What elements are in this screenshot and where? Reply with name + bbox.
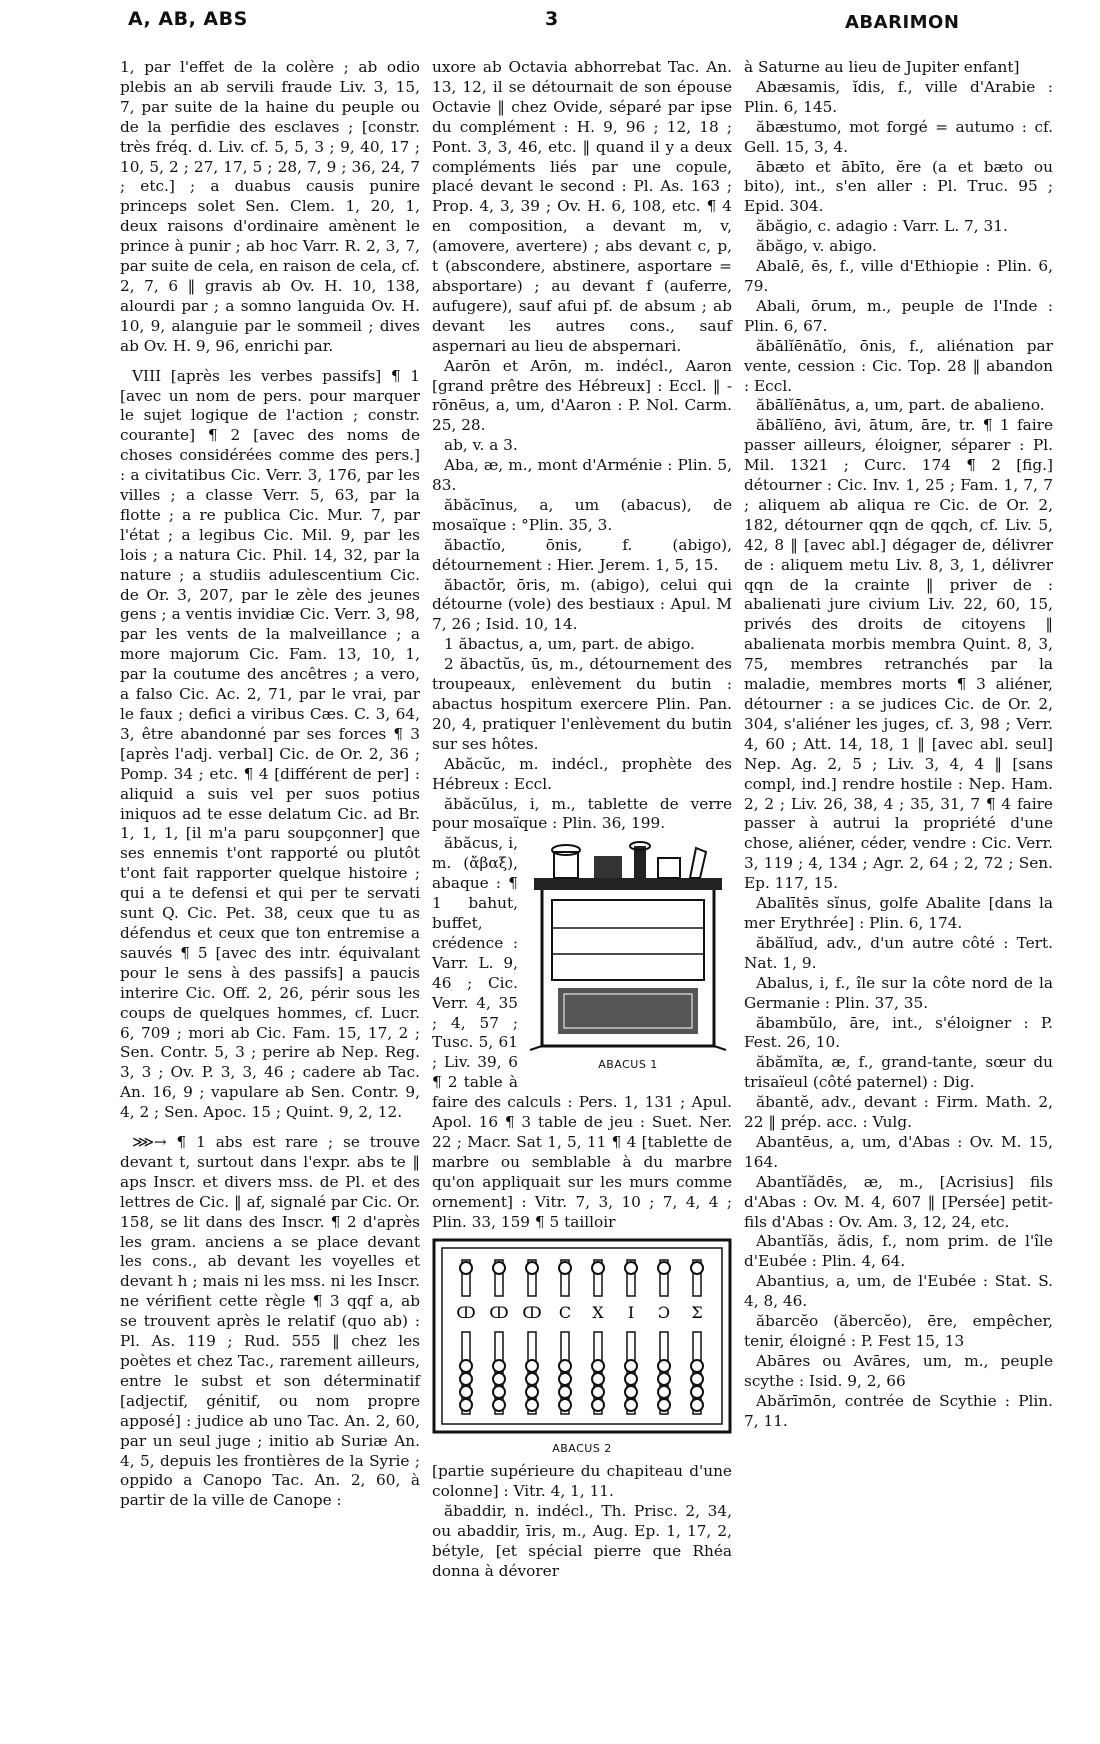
dictionary-entry: ăbălĭud, adv., d'un autre côté : Tert. Nat. 1, 9.	[744, 933, 1053, 972]
abacus-bead	[559, 1386, 571, 1398]
figure-caption: ABACUS 2	[552, 1442, 612, 1456]
dictionary-entry: ăbālĭēno, āvi, ātum, āre, tr. ¶ 1 faire passer ailleurs, éloigner, séparer : Pl. Mil. 1321 ; Curc. 174 ¶ 2 [fig.] détourner : Cic. Inv. 1, 25 ; Fam. 1, 7, 7 ; aliquem ab aliqua re Cic. de Or. 2, 182, détourner qqn de qqch, cf. Liv. 5, 42, 8 ‖ [avec abl.] dégager de, délivrer de : aliquem metu Liv. 8, 3, 1, délivrer qqn de la crainte ‖ priver de : abalienati jure civium Liv. 22, 60, 15, privés des droits de citoyens ‖ abalienata morbis membra Quint. 8, 3, 75, membres retranchés par la maladie, membres morts ¶ 3 aliéner, détourner : a se judices Cic. de Or. 2, 304, s'aliéner les juges, cf. 3, 98 ; Verr. 4, 60 ; Att. 14, 18, 1 ‖ [avec abl. seul] Nep. Ag. 2, 5 ; Liv. 3, 4, 4 ‖ [sans compl, ind.] rendre hostile : Nep. Ham. 2, 2 ; Liv. 26, 38, 4 ; 35, 31, 7 ¶ 4 faire passer à autrui la propriété d'une chose, aliéner, céder, vendre : Cic. Verr. 3, 119 ; 4, 134 ; Agr. 2, 64 ; 2, 72 ; Sen. Ep. 117, 15.	[744, 416, 1053, 893]
dictionary-entry: ăbantĕ, adv., devant : Firm. Math. 2, 22 ‖ prép. acc. : Vulg.	[744, 1093, 1053, 1132]
figure-caption: ABACUS 1	[598, 1058, 658, 1072]
entry-paragraph: uxore ab Octavia abhorrebat Tac. An. 13, 12, il se détournait de son épouse Octavie ‖ chez Ovide, séparé par ipse du complément : H. 9, 96 ; 12, 18 ; Pont. 3, 3, 46, etc. ‖ quand il y a deux compléments liés par une copule, placé devant le second : Pl. As. 163 ; Prop. 4, 3, 39 ; Ov. H. 6, 108, etc. ¶ 4 en composition, a devant m, v, (amovere, avertere) ; abs devant c, p, t (abscondere, abstinere, asportare = absportare) ; au devant f (auferre, aufugere), sauf afui pf. de absum ; ab devant les autres cons., sauf aspernari au lieu de abspernari.	[432, 58, 732, 355]
abacus-bead	[592, 1360, 604, 1372]
page-number: 3	[545, 8, 559, 30]
abacus-bead	[460, 1360, 472, 1372]
abacus-bead	[559, 1360, 571, 1372]
dictionary-entry: ăbăcŭlus, i, m., tablette de verre pour mosaïque : Plin. 36, 199.	[432, 794, 732, 833]
entry-paragraph: 1, par l'effet de la colère ; ab odio plebis an ab servili fraude Liv. 3, 15, 7, par suite de la haine du peuple ou de la perfidie des esclaves ; [constr. très fréq. d. Liv. cf. 5, 5, 3 ; 9, 40, 17 ; 10, 5, 2 ; 27, 17, 5 ; 28, 7, 9 ; 36, 24, 7 ; etc.] ; a duabus causis punire princeps solet Sen. Clem. 1, 20, 1, deux raisons d'ordinaire amènent le prince à punir ; ab hoc Varr. R. 2, 3, 7, par suite de cela, en raison de cela, cf. 2, 7, 6 ‖ gravis ab Ov. H. 10, 138, alourdi par ; a somno languida Ov. H. 10, 9, alanguie par le sommeil ; dives ab Ov. H. 9, 96, enrichi par.	[120, 58, 420, 355]
dictionary-entry: ăbăcus, i, m. (ἄβαξ), abaque : ¶ 1 bahut, buffet, crédence : Varr. L. 9, 46 ; Cic. Verr. 4, 35 ; 4, 57 ; Tusc. 5, 61 ; Liv. 39, 6 ¶ 2 table à faire des calculs : Pers. 1, 131 ; Apul. Apol. 16 ¶ 3 table de jeu : Suet. Ner. 22 ; Macr. Sat 1, 5, 11 ¶ 4 [tablette de marbre ou semblable à du marbre qu'on appliquait sur les murs comme ornement] : Vitr. 7, 3, 10 ; 7, 4, 4 ; Plin. 33, 159 ¶ 5 tailloir	[432, 834, 732, 1231]
abacus-symbol: ↀ	[489, 1303, 509, 1323]
abacus-bead	[658, 1386, 670, 1398]
dictionary-entry: ăbambŭlo, āre, int., s'éloigner : P. Fest. 26, 10.	[744, 1013, 1053, 1052]
abacus-bead	[526, 1373, 538, 1385]
dictionary-entry: ăbăgo, v. abigo.	[756, 237, 877, 256]
dictionary-entry: ăbămĭta, æ, f., grand-tante, sœur du trisaïeul (côté paternel) : Dig.	[744, 1053, 1053, 1092]
dictionary-entry: ab, v. a 3.	[444, 436, 518, 455]
dictionary-entry: ăbăgio, c. adagio : Varr. L. 7, 31.	[756, 217, 1008, 236]
abacus-bead	[526, 1399, 538, 1411]
figure-abacus-2	[432, 1238, 732, 1456]
abacus-bead	[493, 1360, 505, 1372]
dictionary-entry: 1 ăbactus, a, um, part. de abigo.	[444, 635, 695, 654]
dictionary-entry: Aarōn et Arōn, m. indécl., Aaron [grand prêtre des Hébreux] : Eccl. ‖ -rōnēus, a, um, d'Aaron : P. Nol. Carm. 25, 28.	[432, 356, 732, 435]
dictionary-entry: Abalītēs sĭnus, golfe Abalite [dans la mer Erythrée] : Plin. 6, 174.	[744, 894, 1053, 932]
abacus-bead	[658, 1262, 670, 1274]
page-header	[0, 0, 1100, 44]
dictionary-entry: Abæsamis, ĭdis, f., ville d'Arabie : Plin. 6, 145.	[744, 77, 1053, 116]
abacus-bead	[691, 1373, 703, 1385]
dictionary-entry: 2 ăbactŭs, ūs, m., détournement des troupeaux, enlèvement du butin : abactus hospitum exercere Plin. Pan. 20, 4, pratiquer l'enlèvement du butin sur ses hôtes.	[432, 655, 732, 753]
dictionary-entry: Abalē, ēs, f., ville d'Ethiopie : Plin. 6, 79.	[744, 257, 1053, 295]
abacus-bead	[493, 1386, 505, 1398]
abacus-bead	[460, 1386, 472, 1398]
abacus-bead	[526, 1386, 538, 1398]
abacus-bead	[592, 1262, 604, 1274]
abacus-bead	[658, 1373, 670, 1385]
figure-abacus-1	[524, 838, 732, 1072]
abacus-bead	[592, 1373, 604, 1385]
dictionary-entry: ăbactĭo, ōnis, f. (abigo), détournement : Hier. Jerem. 1, 5, 15.	[432, 535, 732, 574]
column-2	[432, 58, 732, 1582]
dictionary-entry: ăbăcīnus, a, um (abacus), de mosaïque : °Plin. 35, 3.	[432, 495, 732, 534]
dictionary-entry: Abāres ou Avāres, um, m., peuple scythe : Isid. 9, 2, 66	[744, 1351, 1053, 1390]
abacus-bead	[625, 1360, 637, 1372]
dictionary-entry: ăbaddir, n. indécl., Th. Prisc. 2, 34, ou abaddir, īris, m., Aug. Ep. 1, 17, 2, bétyle, [et spécial pierre que Rhéa donna à dévorer	[432, 1502, 732, 1580]
dictionary-entry: Abăcŭc, m. indécl., prophète des Hébreux : Eccl.	[432, 754, 732, 793]
abacus-bead	[460, 1262, 472, 1274]
abacus-bead	[559, 1373, 571, 1385]
dictionary-entry: ăbarcĕo (ăbercĕo), ēre, empêcher, tenir, éloigné : P. Fest 15, 13	[744, 1312, 1053, 1350]
abacus-bead	[592, 1399, 604, 1411]
abacus-bead	[625, 1386, 637, 1398]
abacus-bead	[526, 1360, 538, 1372]
abacus-symbol: Σ	[691, 1303, 703, 1323]
abacus-bead	[625, 1399, 637, 1411]
dictionary-entry: ābæto et ābīto, ĕre (a et bæto ou bito), int., s'en aller : Pl. Truc. 95 ; Epid. 304.	[744, 157, 1053, 216]
abacus-bead	[460, 1373, 472, 1385]
running-head-right: ABARIMON	[845, 12, 960, 33]
abacus-symbol: X	[592, 1303, 604, 1323]
dictionary-entry: ăbactŏr, ōris, m. (abigo), celui qui détourne (vole) des bestiaux : Apul. M 7, 26 ; Isid. 10, 14.	[432, 575, 732, 634]
abacus-bead	[691, 1262, 703, 1274]
abacus-bead	[658, 1399, 670, 1411]
dictionary-entry: ăbālĭēnātus, a, um, part. de abalieno.	[756, 396, 1045, 415]
abacus-symbol: C	[558, 1303, 572, 1323]
dictionary-entry: Abantius, a, um, de l'Eubée : Stat. S. 4, 8, 46.	[744, 1272, 1053, 1311]
abacus-bead	[658, 1360, 670, 1372]
dictionary-entry: Abantĭăs, ădis, f., nom prim. de l'île d'Eubée : Plin. 4, 64.	[744, 1232, 1053, 1271]
column-1	[120, 58, 420, 1511]
abacus-bead	[691, 1399, 703, 1411]
abacus-bead	[493, 1373, 505, 1385]
abacus-bead	[559, 1399, 571, 1411]
dictionary-entry: Aba, æ, m., mont d'Arménie : Plin. 5, 83.	[432, 456, 732, 495]
abacus-bead	[691, 1386, 703, 1398]
abacus-bead	[526, 1262, 538, 1274]
entry-paragraph: [partie supérieure du chapiteau d'une colonne] : Vitr. 4, 1, 11.	[432, 1462, 732, 1501]
abacus-symbol: Ɔ	[657, 1303, 671, 1323]
dictionary-entry: Abalus, i, f., île sur la côte nord de la Germanie : Plin. 37, 35.	[744, 973, 1053, 1012]
abacus-bead	[493, 1399, 505, 1411]
dictionary-entry: ăbæstumo, mot forgé = autumo : cf. Gell. 15, 3, 4.	[744, 117, 1053, 156]
abacus-bead	[460, 1399, 472, 1411]
abacus-symbol: ↀ	[456, 1303, 476, 1323]
abacus-bead	[493, 1262, 505, 1274]
dictionary-entry: Abantēus, a, um, d'Abas : Ov. M. 15, 164.	[744, 1132, 1053, 1171]
dictionary-entry: ăbālĭēnātĭo, ōnis, f., aliénation par vente, cession : Cic. Top. 28 ‖ abandon : Eccl.	[744, 336, 1053, 395]
abacus-symbol: I	[627, 1303, 635, 1323]
dictionary-entry: Abărīmōn, contrée de Scythie : Plin. 7, 11.	[744, 1391, 1053, 1430]
entry-paragraph: à Saturne au lieu de Jupiter enfant]	[744, 58, 1020, 76]
column-3	[744, 58, 1053, 1432]
counting-board-illustration	[432, 1238, 732, 1434]
abacus-bead	[625, 1262, 637, 1274]
dictionary-entry: Abantĭădēs, æ, m., [Acrisius] fils d'Abas : Ov. M. 4, 607 ‖ [Persée] petit-fils d'Abas : Ov. Am. 3, 12, 24, etc.	[744, 1172, 1053, 1231]
abacus-cabinet-illustration	[524, 838, 732, 1052]
abacus-symbol: ↀ	[522, 1303, 542, 1323]
abacus-bead	[592, 1386, 604, 1398]
abacus-bead	[691, 1360, 703, 1372]
running-head-left: A, AB, ABS	[128, 8, 248, 30]
abacus-bead	[625, 1373, 637, 1385]
entry-paragraph: VIII [après les verbes passifs] ¶ 1 [avec un nom de pers. pour marquer le sujet logique de l'action ; constr. courante] ¶ 2 [avec des noms de choses considérées comme des pers.] : a civitatibus Cic. Verr. 3, 176, par les villes ; a classe Verr. 5, 63, par la flotte ; a re publica Cic. Mur. 7, par l'état ; a legibus Cic. Mil. 9, par les lois ; a natura Cic. Phil. 14, 32, par la nature ; a studiis adulescentium Cic. de Or. 3, 207, par le zèle des jeunes gens ; a ventis invidiæ Cic. Verr. 3, 98, par les vents de la malveillance ; a more majorum Cic. Fam. 13, 10, 1, par la coutume des ancêtres ; a vero, a falso Cic. Ac. 2, 71, par le vrai, par le faux ; defici a viribus Cæs. C. 3, 64, 3, être abandonné par ses forces ¶ 3 [après l'adj. verbal] Cic. de Or. 2, 36 ; Pomp. 34 ; etc. ¶ 4 [différent de per] : aliquid a suis vel per suos potius iniquos ad te esse delatum Cic. ad Br. 1, 1, 1, [il m'a paru soupçonner] que ses ennemis t'ont rapporté ou plutôt t'ont fait rapporter quelque histoire ; qui a te defensi et qui per te servati sunt Q. Cic. Pet. 38, ceux que tu as défendus et ceux que ton entremise a sauvés ¶ 5 [avec des intr. équivalant pour le sens à des passifs] a paucis interire Cic. Off. 2, 26, périr sous les coups de quelques hommes, cf. Lucr. 6, 709 ; mori ab Cic. Fam. 15, 17, 2 ; Sen. Contr. 5, 3 ; perire ab Nep. Reg. 3, 3 ; Ov. P. 3, 3, 46 ; cadere ab Tac. An. 16, 9 ; vapulare ab Sen. Contr. 9, 4, 2 ; Sen. Apoc. 15 ; Quint. 9, 2, 12.	[120, 366, 420, 1122]
entry-paragraph: ⋙→ ¶ 1 abs est rare ; se trouve devant t, surtout dans l'expr. abs te ‖ aps Inscr. et divers mss. de Pl. et des lettres de Cic. ‖ af, signalé par Cic. Or. 158, se lit dans des Inscr. ¶ 2 d'après les gram. anciens a se place devant les cons., ab devant les voyelles et devant h ; mais ni les mss. ni les Inscr. ne vérifient cette règle ¶ 3 qqf a, ab se trouvent après le relatif (quo ab) : Pl. As. 119 ; Rud. 555 ‖ chez les poètes et chez Tac., rarement ailleurs, entre le subst et son déterminatif [adjectif, génitif, ou nom propre apposé] : judice ab uno Tac. An. 2, 60, par un seul juge ; initio ab Suriæ An. 4, 5, depuis les frontières de la Syrie ; oppido a Canopo Tac. An. 2, 60, à partir de la ville de Canope :	[120, 1133, 420, 1510]
abacus-bead	[559, 1262, 571, 1274]
dictionary-entry: Abali, ōrum, m., peuple de l'Inde : Plin. 6, 67.	[744, 296, 1053, 335]
